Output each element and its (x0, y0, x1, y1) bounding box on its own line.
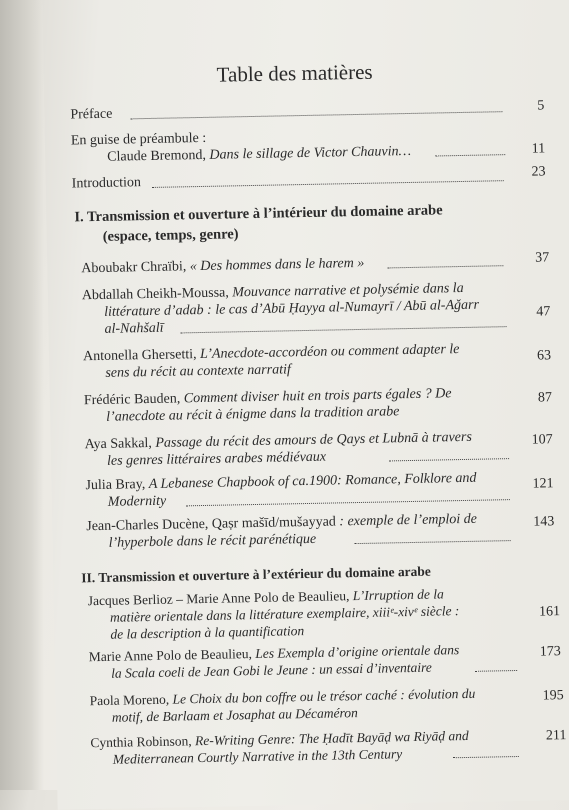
toc-entry (81, 256, 364, 277)
entry-title: Comment diviser huit en trois parts égales ? De (183, 386, 452, 407)
section-2-title: II. Transmission et ouverture à l’extérieur du domaine arabe (81, 563, 431, 586)
dot-leader (355, 540, 511, 544)
entry-title: Qaṣr mašīd/mušayyad (211, 514, 337, 532)
entry-page: 63 (536, 348, 552, 364)
entry-title: L’Irruption de la (352, 586, 444, 604)
entry-title-cont: la Scala coeli de Jean Gobi le Jeune : un essai d’inventaire (110, 659, 432, 681)
entry-author: Cynthia Robinson, (90, 733, 192, 751)
entry-author: Marie Anne Polo de Beaulieu, (88, 646, 253, 665)
entry-page: 47 (536, 304, 551, 320)
entry-title-cont: Modernity (107, 493, 167, 510)
entry-title: A Lebanese Chapbook of ca.1900: Romance, Folklore and (148, 470, 477, 493)
entry-page: 143 (533, 514, 555, 530)
entry-title-cont: al-Nahšalī (104, 320, 164, 337)
book-gutter-shadow (0, 0, 44, 790)
dot-leader (453, 756, 519, 758)
preface-label: Préface (70, 106, 113, 123)
entry-title-cont: sens du récit au contexte narratif (105, 362, 291, 381)
entry-title: Passage du récit des amours de Qays et Lubnā à travers (155, 429, 472, 451)
dot-leader (435, 154, 505, 156)
preambule-label: En guise de préambule : (70, 130, 207, 149)
entry-author: Jean-Charles Ducène, (86, 516, 209, 535)
introduction-label: Introduction (71, 175, 142, 192)
entry-author: Paola Moreno, (89, 691, 170, 709)
entry-page: 87 (537, 390, 553, 406)
entry-title-cont: l’anecdote au récit à énigme dans la tradition arabe (106, 404, 400, 425)
entry-page: 107 (531, 432, 553, 448)
entry-page: 195 (542, 688, 564, 704)
dot-leader (181, 326, 507, 333)
entry-author: Frédéric Bauden, (83, 391, 181, 409)
entry-title: Mouvance narrative et polysémie dans la (232, 280, 464, 301)
section-1-title: I. Transmission et ouverture à l’intérieur du domaine arabe (74, 202, 443, 226)
entry-title-cont: littérature d’adab : le cas d’Abū Ḥayya al-Numayrī / Abū al-Aǧarr (104, 297, 480, 320)
toc-entry (85, 471, 476, 495)
dot-leader (130, 111, 502, 119)
entry-title: L’Anecdote-accordéon ou comment adapter le (199, 342, 460, 363)
entry-page: 211 (545, 728, 567, 744)
entry-page: 37 (535, 250, 550, 266)
entry-page: 161 (538, 604, 561, 620)
dot-leader (475, 670, 517, 672)
entry-title-cont: les genres littéraires arabes médiévaux (106, 449, 327, 469)
preface-page: 5 (537, 98, 545, 114)
entry-title-cont: Mediterranean Courtly Narrative in the 13th Century (112, 746, 403, 767)
entry-author: Abdallah Cheikh-Moussa, (81, 285, 229, 304)
book-page (42, 0, 569, 810)
entry-author: Antonella Ghersetti, (82, 347, 197, 365)
entry-title-cont: l’hyperbole dans le récit parénétique (108, 531, 317, 551)
page-title: Table des matières (216, 59, 373, 87)
entry-author: Jacques Berlioz – Marie Anne Polo de Beaulieu, (87, 588, 350, 609)
introduction-page: 23 (531, 164, 546, 180)
entry-page: 121 (532, 476, 554, 492)
entry-author: Aya Sakkal, (84, 435, 153, 453)
entry-title: « Des hommes dans le harem » (189, 255, 365, 275)
entry-title: Re-Writing Genre: The Ḥadīt Bayāḍ wa Riyāḍ and (194, 727, 469, 749)
dot-leader (387, 265, 503, 268)
entry-title-cont: motif, de Barlaam et Josaphat au Décaméron (111, 705, 358, 725)
entry-page: 173 (539, 644, 561, 660)
preambule-page: 11 (531, 141, 546, 157)
section-1-subtitle: (espace, temps, genre) (102, 226, 239, 245)
dot-leader (186, 499, 510, 506)
entry-title: Les Exempla d’origine orientale dans (255, 642, 460, 662)
entry-author: Aboubakr Chraïbi, (81, 259, 187, 277)
dot-leader (152, 180, 504, 188)
entry-author: Claude Bremond, (107, 147, 207, 165)
entry-title: : exemple de l’emploi de (339, 511, 478, 530)
entry-title-cont: de la description à la quantification (110, 623, 305, 642)
entry-title: Le Choix du bon coffre ou le trésor caché : évolution du (172, 685, 476, 707)
entry-title-cont: matière orientale dans la littérature exemplaire, xiiiᵉ-xivᵉ siècle : (109, 603, 460, 625)
entry-author: Julia Bray, (85, 477, 146, 494)
dot-leader (389, 458, 509, 461)
entry-title: Dans le sillage de Victor Chauvin… (209, 143, 412, 163)
